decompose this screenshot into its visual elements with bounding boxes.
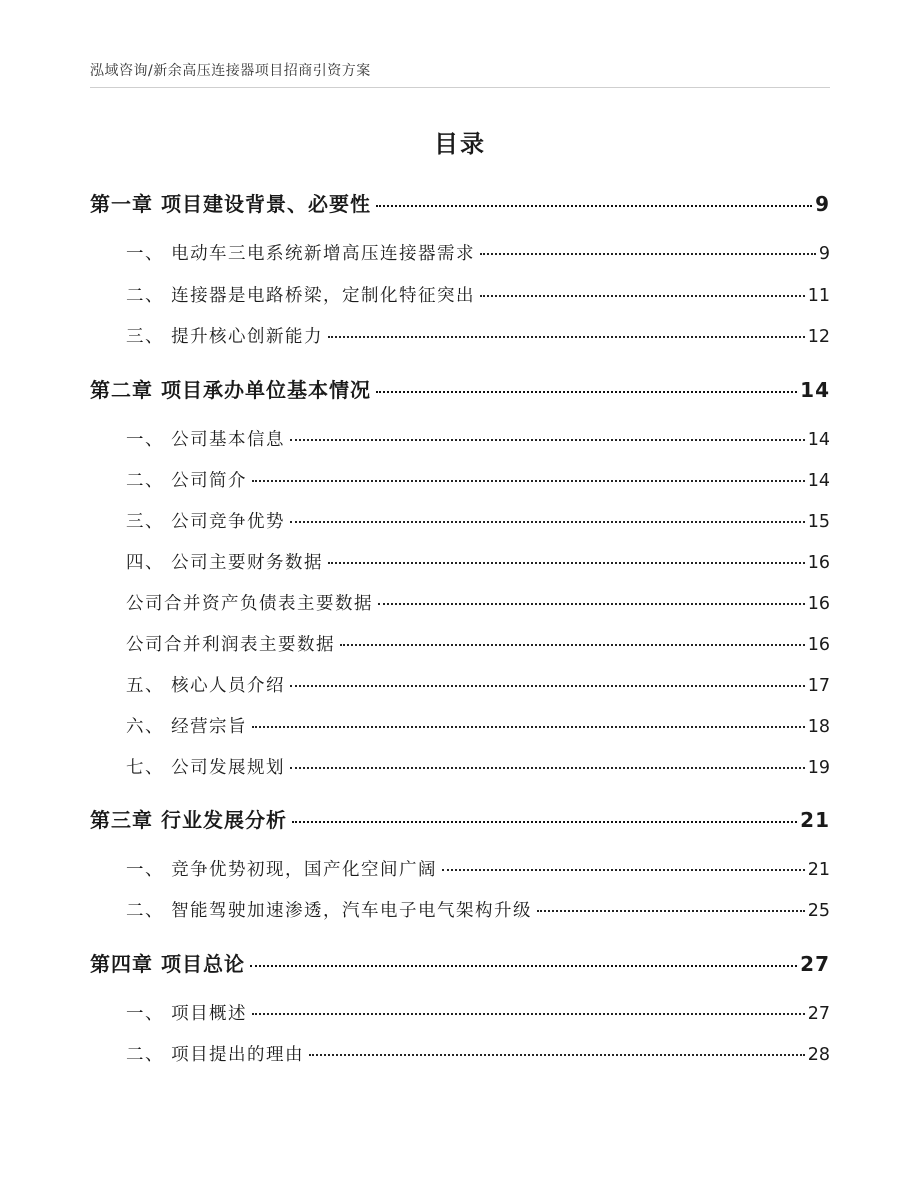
toc-entry[interactable] <box>126 590 830 615</box>
toc-entry-page: 27 <box>807 1004 830 1024</box>
toc-entry-page: 9 <box>818 244 830 264</box>
toc-entry[interactable] <box>126 856 830 881</box>
toc-entry-label: 四、 公司主要财务数据 <box>126 553 324 573</box>
toc-entry-label: 一、 竞争优势初现，国产化空间广阔 <box>126 860 438 880</box>
toc-entry[interactable] <box>126 426 830 451</box>
toc-entry-page: 14 <box>807 471 830 491</box>
toc-entry-label: 五、 核心人员介绍 <box>126 676 286 696</box>
toc-entry-label: 第四章 项目总论 <box>90 952 245 976</box>
toc-entry-page: 25 <box>807 901 830 921</box>
dot-leader <box>290 767 805 769</box>
toc-entry-chapter-3[interactable] <box>90 804 830 833</box>
dot-leader <box>290 439 805 441</box>
dot-leader <box>250 965 797 967</box>
toc-entry[interactable] <box>126 467 830 492</box>
dot-leader <box>340 644 805 646</box>
dot-leader <box>376 205 812 207</box>
dot-leader <box>252 480 805 482</box>
dot-leader <box>537 910 805 912</box>
toc-entry-page: 9 <box>815 192 830 216</box>
toc-entry-label: 二、 公司简介 <box>126 471 248 491</box>
toc-entry-label: 二、 项目提出的理由 <box>126 1045 305 1065</box>
toc-entry[interactable] <box>126 282 830 307</box>
toc-entry-label: 公司合并资产负债表主要数据 <box>126 594 373 614</box>
dot-leader <box>292 821 797 823</box>
toc-entry[interactable] <box>126 323 830 348</box>
dot-leader <box>480 253 816 255</box>
dot-leader <box>480 295 805 297</box>
toc-entry-page: 12 <box>807 327 830 347</box>
toc-entry[interactable] <box>126 1041 830 1066</box>
toc-entry[interactable] <box>126 549 830 574</box>
toc-entry[interactable] <box>126 672 830 697</box>
toc-entry-chapter-1[interactable] <box>90 188 830 217</box>
toc-entry-label: 一、 电动车三电系统新增高压连接器需求 <box>126 244 476 264</box>
toc-entry[interactable] <box>126 631 830 656</box>
dot-leader <box>252 1013 805 1015</box>
dot-leader <box>328 562 805 564</box>
toc-entry-label: 二、 智能驾驶加速渗透，汽车电子电气架构升级 <box>126 901 533 921</box>
toc-entry-page: 21 <box>807 860 830 880</box>
toc-entry-chapter-4[interactable] <box>90 948 830 977</box>
toc-entry[interactable] <box>126 897 830 922</box>
toc-entry-label: 七、 公司发展规划 <box>126 758 286 778</box>
toc-entry-chapter-2[interactable] <box>90 374 830 403</box>
toc-entry-page: 19 <box>807 758 830 778</box>
toc-entry-page: 14 <box>800 378 830 402</box>
toc-entry-label: 第三章 行业发展分析 <box>90 808 287 832</box>
toc-entry-label: 六、 经营宗旨 <box>126 717 248 737</box>
toc-entry[interactable] <box>126 1000 830 1025</box>
dot-leader <box>442 869 805 871</box>
toc-entry-page: 11 <box>807 286 830 306</box>
toc-entry-page: 17 <box>807 676 830 696</box>
toc-entry-label: 一、 项目概述 <box>126 1004 248 1024</box>
toc-entry-page: 14 <box>807 430 830 450</box>
toc-entry-page: 28 <box>807 1045 830 1065</box>
dot-leader <box>309 1054 805 1056</box>
dot-leader <box>290 521 805 523</box>
dot-leader <box>328 336 805 338</box>
dot-leader <box>378 603 805 605</box>
toc-entry-label: 第一章 项目建设背景、必要性 <box>90 192 371 216</box>
toc-entry-label: 三、 公司竞争优势 <box>126 512 286 532</box>
toc-entry-page: 16 <box>807 635 830 655</box>
toc-entry[interactable] <box>126 713 830 738</box>
dot-leader <box>252 726 805 728</box>
toc-entry-label: 一、 公司基本信息 <box>126 430 286 450</box>
toc-entry-page: 21 <box>800 808 830 832</box>
toc-entry-label: 第二章 项目承办单位基本情况 <box>90 378 371 402</box>
toc-entry-page: 16 <box>807 553 830 573</box>
toc-entry-page: 18 <box>807 717 830 737</box>
toc-entry-label: 三、 提升核心创新能力 <box>126 327 324 347</box>
toc-entry-label: 公司合并利润表主要数据 <box>126 635 335 655</box>
toc-entry[interactable] <box>126 754 830 779</box>
toc-entry[interactable] <box>126 508 830 533</box>
toc-entry-page: 15 <box>807 512 830 532</box>
toc-entry-page: 16 <box>807 594 830 614</box>
toc-entry-label: 二、 连接器是电路桥梁，定制化特征突出 <box>126 286 476 306</box>
toc-title: 目录 <box>434 130 486 158</box>
dot-leader <box>290 685 805 687</box>
toc-entry[interactable] <box>126 240 830 265</box>
running-header: 泓域咨询/新余高压连接器项目招商引资方案 <box>90 63 371 79</box>
header-divider <box>90 87 830 88</box>
dot-leader <box>376 391 797 393</box>
toc-entry-page: 27 <box>800 952 830 976</box>
